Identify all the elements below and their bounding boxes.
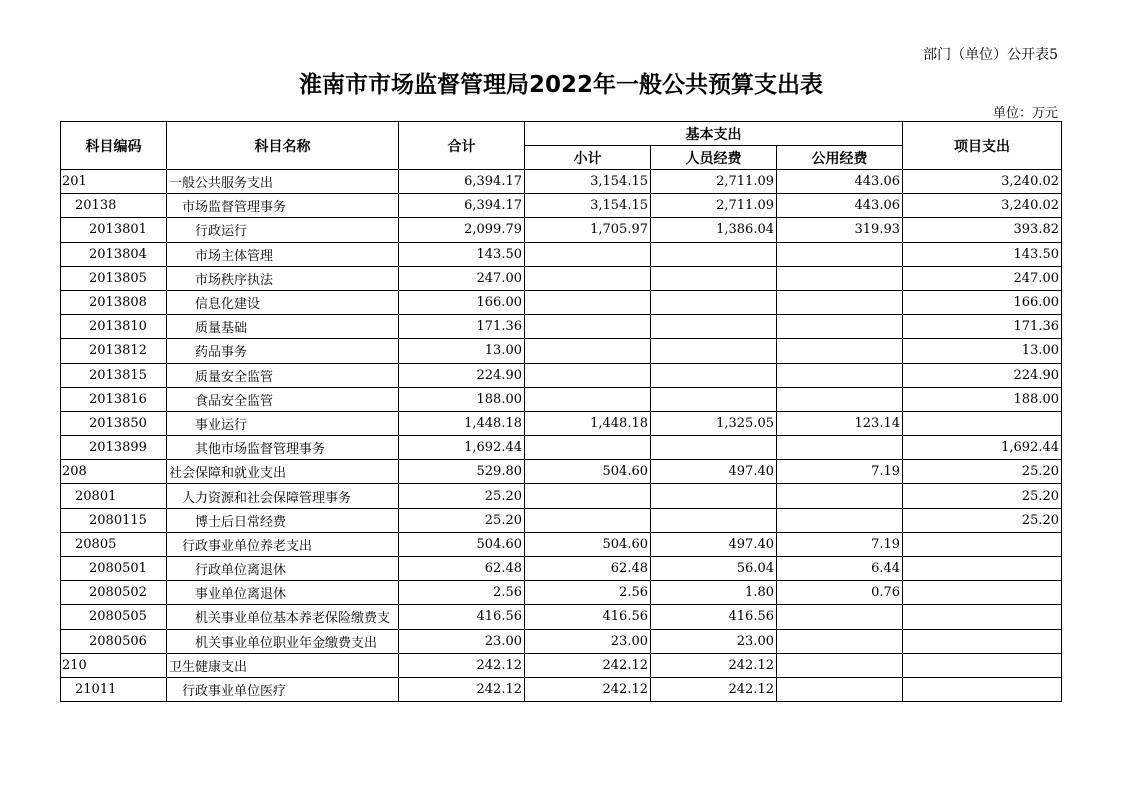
table-row bbox=[61, 170, 1062, 194]
cell-subtotal: 62.48 bbox=[525, 557, 651, 581]
cell-total: 416.56 bbox=[399, 605, 525, 629]
page-label: 部门（单位）公开表5 bbox=[923, 47, 1058, 63]
cell-total: 1,692.44 bbox=[399, 436, 525, 460]
cell-code: 210 bbox=[61, 653, 167, 677]
cell-name: 行政运行 bbox=[167, 218, 399, 242]
cell-name: 事业单位离退休 bbox=[167, 581, 399, 605]
cell-name: 质量安全监管 bbox=[167, 363, 399, 387]
table-row bbox=[61, 194, 1062, 218]
cell-public: 123.14 bbox=[777, 411, 903, 435]
cell-code: 2080115 bbox=[61, 508, 167, 532]
cell-name: 食品安全监管 bbox=[167, 387, 399, 411]
cell-total: 1,448.18 bbox=[399, 411, 525, 435]
cell-name: 行政单位离退休 bbox=[167, 557, 399, 581]
cell-code: 2013810 bbox=[61, 315, 167, 339]
cell-code: 2013850 bbox=[61, 411, 167, 435]
cell-total: 247.00 bbox=[399, 266, 525, 290]
cell-code: 2013804 bbox=[61, 242, 167, 266]
cell-public: 0.76 bbox=[777, 581, 903, 605]
cell-project bbox=[903, 532, 1062, 556]
cell-total: 25.20 bbox=[399, 508, 525, 532]
cell-project: 188.00 bbox=[903, 387, 1062, 411]
cell-code: 2013899 bbox=[61, 436, 167, 460]
cell-total: 504.60 bbox=[399, 532, 525, 556]
cell-project: 171.36 bbox=[903, 315, 1062, 339]
table-row bbox=[61, 266, 1062, 290]
cell-personnel bbox=[651, 484, 777, 508]
unit-label: 单位：万元 bbox=[992, 106, 1058, 121]
cell-public bbox=[777, 508, 903, 532]
table-row bbox=[61, 532, 1062, 556]
cell-personnel bbox=[651, 387, 777, 411]
cell-project bbox=[903, 605, 1062, 629]
cell-subtotal: 242.12 bbox=[525, 677, 651, 701]
table-row bbox=[61, 339, 1062, 363]
cell-public: 7.19 bbox=[777, 460, 903, 484]
cell-name: 行政事业单位养老支出 bbox=[167, 532, 399, 556]
cell-subtotal bbox=[525, 508, 651, 532]
cell-project: 3,240.02 bbox=[903, 170, 1062, 194]
cell-total: 171.36 bbox=[399, 315, 525, 339]
cell-code: 20805 bbox=[61, 532, 167, 556]
cell-public: 443.06 bbox=[777, 194, 903, 218]
cell-name: 一般公共服务支出 bbox=[167, 170, 399, 194]
cell-personnel: 2,711.09 bbox=[651, 170, 777, 194]
budget-table bbox=[60, 121, 1062, 702]
cell-subtotal bbox=[525, 339, 651, 363]
header-total: 合计 bbox=[399, 122, 525, 170]
cell-name: 社会保障和就业支出 bbox=[167, 460, 399, 484]
cell-name: 机关事业单位基本养老保险缴费支 bbox=[167, 605, 399, 629]
cell-project: 25.20 bbox=[903, 484, 1062, 508]
cell-project: 1,692.44 bbox=[903, 436, 1062, 460]
header-name: 科目名称 bbox=[167, 122, 399, 170]
cell-personnel bbox=[651, 339, 777, 363]
cell-personnel: 416.56 bbox=[651, 605, 777, 629]
cell-subtotal bbox=[525, 266, 651, 290]
cell-code: 2013816 bbox=[61, 387, 167, 411]
cell-project: 393.82 bbox=[903, 218, 1062, 242]
cell-public: 7.19 bbox=[777, 532, 903, 556]
table-header bbox=[61, 122, 1062, 170]
cell-project: 25.20 bbox=[903, 508, 1062, 532]
cell-name: 市场秩序执法 bbox=[167, 266, 399, 290]
cell-personnel: 2,711.09 bbox=[651, 194, 777, 218]
table-row bbox=[61, 363, 1062, 387]
cell-subtotal bbox=[525, 436, 651, 460]
cell-public bbox=[777, 484, 903, 508]
cell-project: 247.00 bbox=[903, 266, 1062, 290]
table-row bbox=[61, 629, 1062, 653]
cell-project: 143.50 bbox=[903, 242, 1062, 266]
cell-total: 224.90 bbox=[399, 363, 525, 387]
cell-personnel: 56.04 bbox=[651, 557, 777, 581]
cell-public: 6.44 bbox=[777, 557, 903, 581]
cell-subtotal: 1,705.97 bbox=[525, 218, 651, 242]
cell-name: 市场主体管理 bbox=[167, 242, 399, 266]
cell-code: 20138 bbox=[61, 194, 167, 218]
cell-subtotal: 242.12 bbox=[525, 653, 651, 677]
cell-public bbox=[777, 339, 903, 363]
cell-personnel: 1,386.04 bbox=[651, 218, 777, 242]
cell-subtotal bbox=[525, 290, 651, 314]
cell-name: 卫生健康支出 bbox=[167, 653, 399, 677]
cell-total: 6,394.17 bbox=[399, 194, 525, 218]
cell-personnel: 497.40 bbox=[651, 460, 777, 484]
cell-name: 药品事务 bbox=[167, 339, 399, 363]
cell-personnel: 497.40 bbox=[651, 532, 777, 556]
cell-total: 23.00 bbox=[399, 629, 525, 653]
cell-total: 62.48 bbox=[399, 557, 525, 581]
cell-public: 443.06 bbox=[777, 170, 903, 194]
cell-total: 242.12 bbox=[399, 653, 525, 677]
cell-name: 机关事业单位职业年金缴费支出 bbox=[167, 629, 399, 653]
table-row bbox=[61, 315, 1062, 339]
cell-total: 143.50 bbox=[399, 242, 525, 266]
cell-project: 25.20 bbox=[903, 460, 1062, 484]
table-row bbox=[61, 290, 1062, 314]
table-body bbox=[61, 170, 1062, 702]
cell-public bbox=[777, 315, 903, 339]
cell-subtotal: 3,154.15 bbox=[525, 194, 651, 218]
cell-subtotal: 2.56 bbox=[525, 581, 651, 605]
table-row bbox=[61, 605, 1062, 629]
cell-project: 3,240.02 bbox=[903, 194, 1062, 218]
table-row bbox=[61, 581, 1062, 605]
header-project: 项目支出 bbox=[903, 122, 1062, 170]
header-basic: 基本支出 bbox=[525, 122, 903, 146]
cell-project bbox=[903, 557, 1062, 581]
cell-public bbox=[777, 653, 903, 677]
cell-subtotal: 504.60 bbox=[525, 532, 651, 556]
cell-public bbox=[777, 242, 903, 266]
cell-name: 其他市场监督管理事务 bbox=[167, 436, 399, 460]
table-row bbox=[61, 508, 1062, 532]
cell-personnel: 242.12 bbox=[651, 653, 777, 677]
cell-total: 13.00 bbox=[399, 339, 525, 363]
table-row bbox=[61, 218, 1062, 242]
table-row bbox=[61, 557, 1062, 581]
cell-project bbox=[903, 629, 1062, 653]
cell-code: 2013801 bbox=[61, 218, 167, 242]
cell-subtotal: 416.56 bbox=[525, 605, 651, 629]
cell-project bbox=[903, 581, 1062, 605]
cell-project: 224.90 bbox=[903, 363, 1062, 387]
cell-code: 2013815 bbox=[61, 363, 167, 387]
cell-code: 201 bbox=[61, 170, 167, 194]
cell-subtotal bbox=[525, 387, 651, 411]
cell-personnel bbox=[651, 508, 777, 532]
cell-name: 博士后日常经费 bbox=[167, 508, 399, 532]
cell-total: 2,099.79 bbox=[399, 218, 525, 242]
table-row bbox=[61, 242, 1062, 266]
cell-subtotal bbox=[525, 242, 651, 266]
cell-personnel: 242.12 bbox=[651, 677, 777, 701]
cell-subtotal bbox=[525, 315, 651, 339]
cell-total: 188.00 bbox=[399, 387, 525, 411]
cell-total: 166.00 bbox=[399, 290, 525, 314]
cell-project bbox=[903, 411, 1062, 435]
cell-total: 2.56 bbox=[399, 581, 525, 605]
cell-subtotal bbox=[525, 484, 651, 508]
cell-code: 2080505 bbox=[61, 605, 167, 629]
table-row bbox=[61, 484, 1062, 508]
cell-personnel bbox=[651, 436, 777, 460]
table-row bbox=[61, 653, 1062, 677]
cell-subtotal: 504.60 bbox=[525, 460, 651, 484]
cell-project bbox=[903, 653, 1062, 677]
header-subtotal: 小计 bbox=[525, 146, 651, 170]
cell-project: 13.00 bbox=[903, 339, 1062, 363]
cell-name: 信息化建设 bbox=[167, 290, 399, 314]
header-personnel: 人员经费 bbox=[651, 146, 777, 170]
cell-public bbox=[777, 677, 903, 701]
cell-name: 市场监督管理事务 bbox=[167, 194, 399, 218]
cell-public bbox=[777, 363, 903, 387]
cell-code: 208 bbox=[61, 460, 167, 484]
cell-personnel bbox=[651, 315, 777, 339]
header-public: 公用经费 bbox=[777, 146, 903, 170]
cell-total: 529.80 bbox=[399, 460, 525, 484]
cell-code: 2013808 bbox=[61, 290, 167, 314]
cell-code: 2080502 bbox=[61, 581, 167, 605]
cell-subtotal: 23.00 bbox=[525, 629, 651, 653]
cell-public bbox=[777, 266, 903, 290]
cell-personnel: 1.80 bbox=[651, 581, 777, 605]
cell-public bbox=[777, 436, 903, 460]
cell-public bbox=[777, 387, 903, 411]
cell-code: 2013805 bbox=[61, 266, 167, 290]
table-row bbox=[61, 677, 1062, 701]
cell-name: 事业运行 bbox=[167, 411, 399, 435]
table-row bbox=[61, 411, 1062, 435]
cell-name: 人力资源和社会保障管理事务 bbox=[167, 484, 399, 508]
cell-subtotal: 3,154.15 bbox=[525, 170, 651, 194]
cell-name: 质量基础 bbox=[167, 315, 399, 339]
cell-public bbox=[777, 605, 903, 629]
cell-public bbox=[777, 290, 903, 314]
cell-subtotal: 1,448.18 bbox=[525, 411, 651, 435]
cell-code: 21011 bbox=[61, 677, 167, 701]
cell-code: 2080506 bbox=[61, 629, 167, 653]
cell-personnel bbox=[651, 290, 777, 314]
table-row bbox=[61, 460, 1062, 484]
cell-total: 6,394.17 bbox=[399, 170, 525, 194]
table-row bbox=[61, 436, 1062, 460]
cell-project: 166.00 bbox=[903, 290, 1062, 314]
cell-personnel bbox=[651, 363, 777, 387]
cell-total: 25.20 bbox=[399, 484, 525, 508]
cell-subtotal bbox=[525, 363, 651, 387]
cell-personnel: 23.00 bbox=[651, 629, 777, 653]
cell-total: 242.12 bbox=[399, 677, 525, 701]
cell-public: 319.93 bbox=[777, 218, 903, 242]
cell-public bbox=[777, 629, 903, 653]
table-row bbox=[61, 387, 1062, 411]
cell-name: 行政事业单位医疗 bbox=[167, 677, 399, 701]
page-title: 淮南市市场监督管理局2022年一般公共预算支出表 bbox=[298, 72, 823, 98]
cell-code: 2013812 bbox=[61, 339, 167, 363]
cell-personnel bbox=[651, 242, 777, 266]
cell-personnel bbox=[651, 266, 777, 290]
cell-code: 2080501 bbox=[61, 557, 167, 581]
cell-project bbox=[903, 677, 1062, 701]
header-code: 科目编码 bbox=[61, 122, 167, 170]
cell-code: 20801 bbox=[61, 484, 167, 508]
cell-personnel: 1,325.05 bbox=[651, 411, 777, 435]
